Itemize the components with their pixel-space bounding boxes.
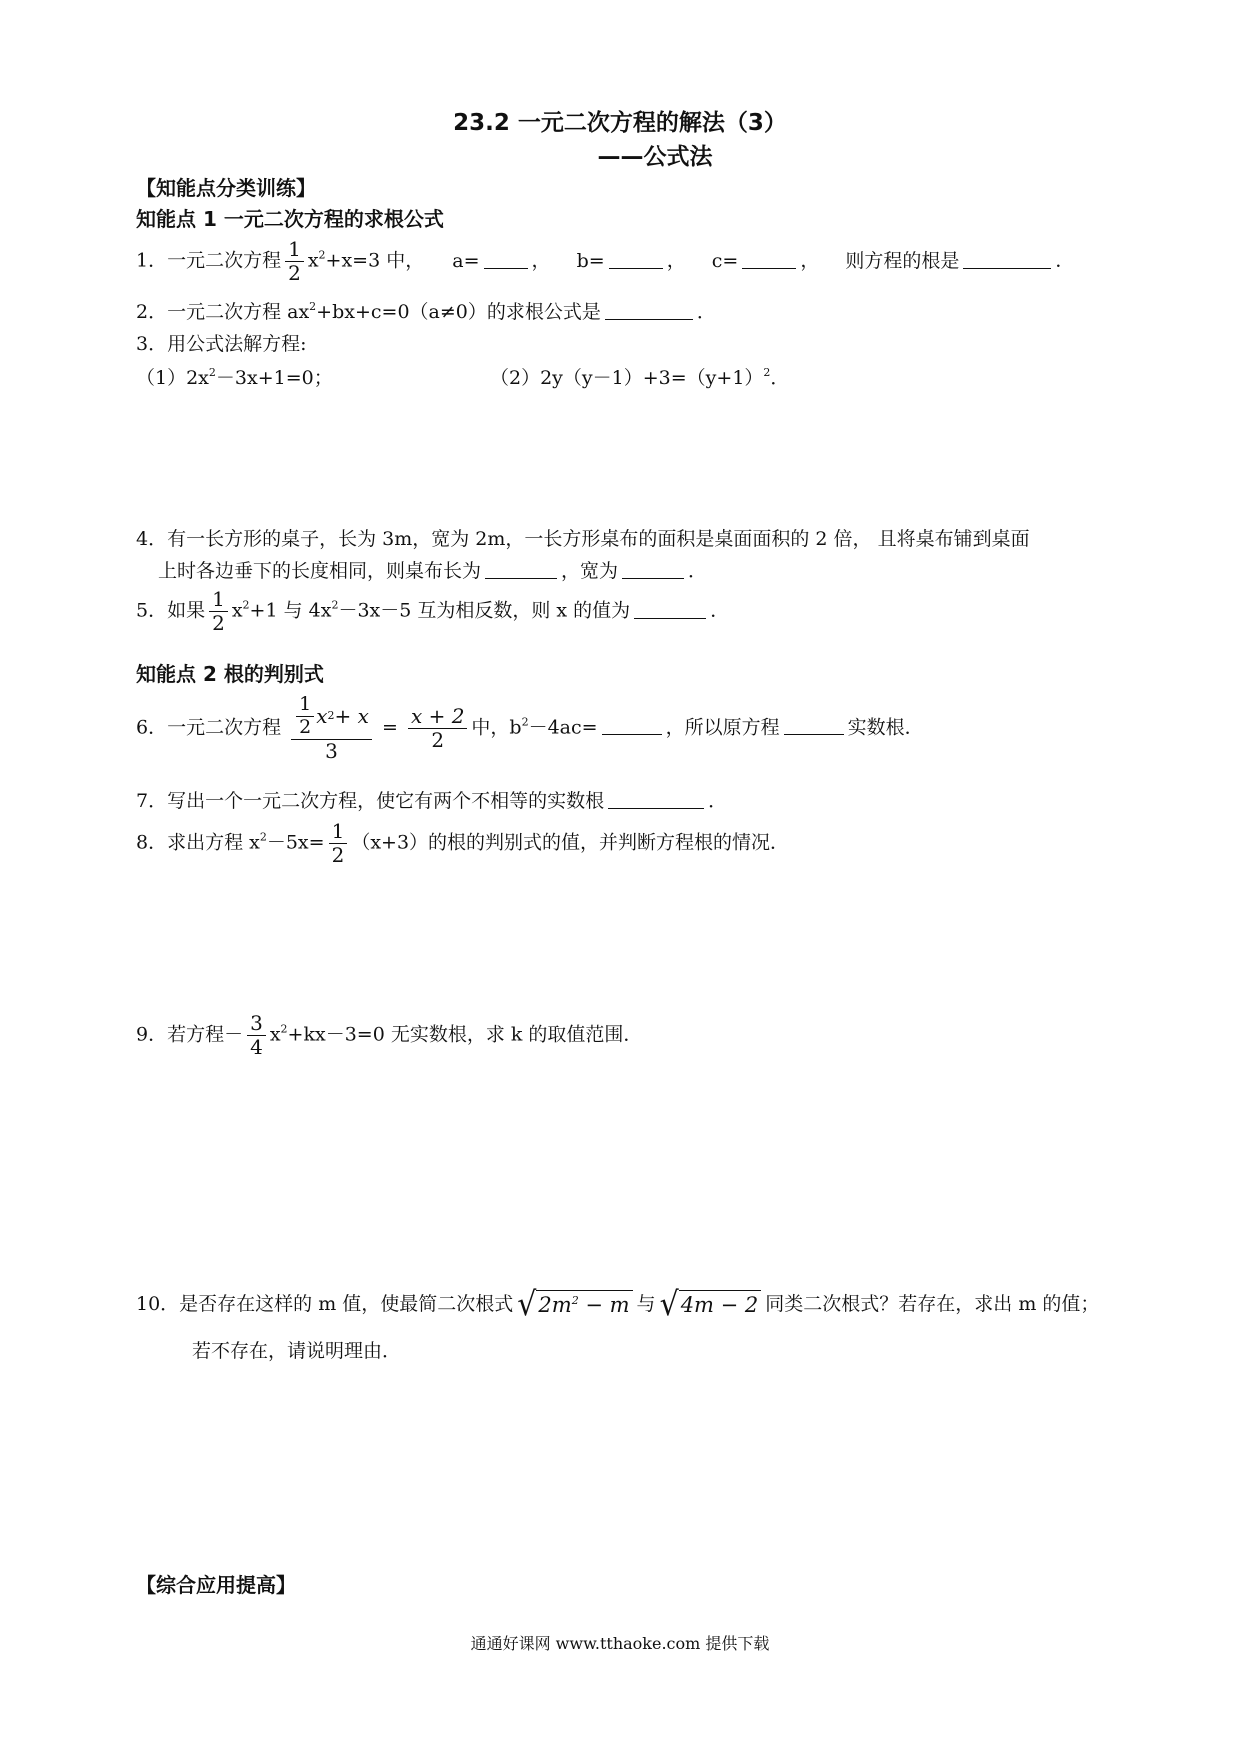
blank-cloth-width[interactable] <box>622 562 684 579</box>
page-subtitle: ——公式法 <box>597 144 713 170</box>
blank-discriminant[interactable] <box>602 718 662 735</box>
blank-equation[interactable] <box>608 792 704 809</box>
blank-roots[interactable] <box>963 252 1051 269</box>
radical-1: √ $2m^2 - m$ <box>517 1290 632 1320</box>
question-4-line-2: 上时各边垂下的长度相同，则桌布长为 ，宽为 ． <box>158 560 708 582</box>
radical-2: √ 4m − 2 <box>660 1290 762 1320</box>
question-1: 1．一元二次方程 $\frac{1}{2}$ $x^2+x=3$ 中， a= ， b= ， c= ， 则方程的根是 ． <box>136 237 1075 285</box>
question-5: 5．如果 $\frac{1}{2}$ $x^2+1$ 与 $4x^2-3x-5$ 互为相反数，则 x 的值为 ． <box>136 587 730 635</box>
blank-root-status[interactable] <box>784 718 844 735</box>
question-3: 3．用公式法解方程: <box>136 333 307 355</box>
question-4-line-1: 4．有一长方形的桌子，长为 3m，宽为 2m，一长方形桌布的面积是桌面面积的 2 倍， 且将桌布铺到桌面 <box>136 528 1030 550</box>
footer-text: 通通好课网 www.tthaoke.com 提供下载 <box>470 1634 770 1653</box>
blank-cloth-length[interactable] <box>485 562 557 579</box>
question-10-line-1: 10．是否存在这样的 m 值，使最简二次根式 √ $2m^2 - m$ 与 √ 4m − 2 同类二次根式？若存在，求出 m 的值； <box>136 1285 1100 1324</box>
complex-fraction: $\frac{1}{2}$ x 2 + x 3 <box>291 694 372 763</box>
blank-a[interactable] <box>484 252 528 269</box>
fraction-half: $\frac{1}{2}$ <box>285 238 304 285</box>
question-6: 6．一元二次方程 $\frac{1}{2}$ x 2 + x 3 = $\frac{x + 2}{2}$ 中，$b^2-4ac=$ ，所以原方程 实数根． <box>136 693 924 763</box>
page-title: 23.2 一元二次方程的解法（3） <box>453 110 787 136</box>
question-3-part-2: $(2)2y(y-1)+3=(y+1)^2$． <box>490 366 790 389</box>
section-heading-point2: 知能点 2 根的判别式 <box>136 662 324 686</box>
blank-x-value[interactable] <box>634 602 706 619</box>
section-heading-training: 【知能点分类训练】 <box>136 176 316 200</box>
section-heading-comprehensive: 【综合应用提高】 <box>136 1573 296 1597</box>
question-3-part-1: $(1)2x^2-3x+1=0$； <box>136 366 333 389</box>
blank-b[interactable] <box>609 252 663 269</box>
question-7: 7．写出一个一元二次方程，使它有两个不相等的实数根 ． <box>136 790 728 812</box>
blank-formula[interactable] <box>605 303 693 320</box>
question-8: 8．求出方程 $x^2-5x=$ $\frac{1}{2}$ （x+3）的根的判别式的值，并判断方程根的情况． <box>136 819 790 867</box>
blank-c[interactable] <box>742 252 796 269</box>
question-10-line-2: 若不存在，请说明理由． <box>192 1340 402 1362</box>
question-2: 2．一元二次方程 $ax^2+bx+c=0(a\ne 0)$的求根公式是 ． <box>136 300 716 323</box>
section-heading-point1: 知能点 1 一元二次方程的求根公式 <box>136 207 444 231</box>
question-9: 9．若方程－ $\frac{3}{4}$ $x^2+kx-3=0$ 无实数根，求 k 的取值范围． <box>136 1011 643 1059</box>
